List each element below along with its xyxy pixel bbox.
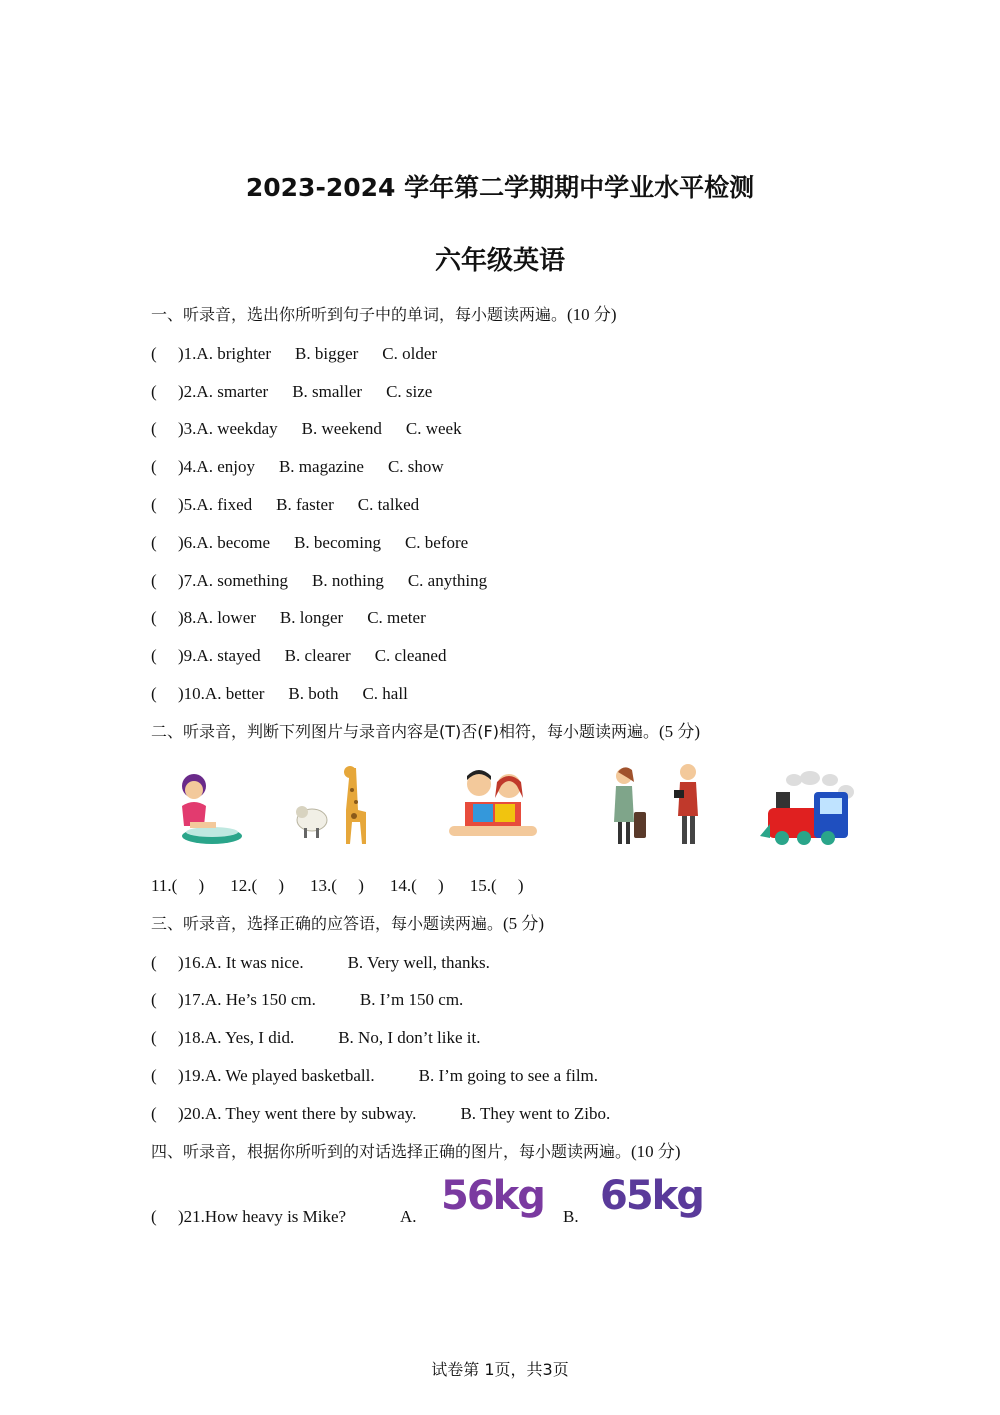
answer-paren[interactable]: ( <box>151 1066 157 1085</box>
section1-item <box>151 418 462 440</box>
answer-paren[interactable]: ( <box>151 1104 157 1123</box>
answer-paren[interactable]: ( <box>151 990 157 1009</box>
section2-heading: 二、听录音，判断下列图片与录音内容是(T)否(F)相符，每小题读两遍。(5 分) <box>151 722 701 741</box>
answer-paren[interactable]: ( <box>151 457 157 476</box>
question-number: )7. <box>178 571 197 590</box>
option-a: A. weekday <box>196 419 278 438</box>
option-b: B. nothing <box>312 571 384 590</box>
question-number: )21. <box>178 1207 205 1226</box>
answer-paren[interactable]: ( <box>151 646 157 665</box>
option-b: B. Very well, thanks. <box>347 953 490 972</box>
option-c: C. cleaned <box>374 646 447 665</box>
option-c: C. week <box>405 419 462 438</box>
option-c: C. size <box>386 382 433 401</box>
option-b: B. both <box>288 684 339 703</box>
question-number: )5. <box>178 495 197 514</box>
question-number: )19. <box>178 1066 205 1085</box>
option-a: A. something <box>196 571 289 590</box>
answer-blank[interactable]: 11.( ) <box>151 876 205 895</box>
section3-item <box>151 1065 598 1087</box>
section3-item <box>151 1103 610 1125</box>
toy-train-picture <box>758 770 858 850</box>
question-number: )20. <box>178 1104 205 1123</box>
option-a: A. smarter <box>196 382 269 401</box>
option-c: C. older <box>382 344 438 363</box>
option-a: A. They went there by subway. <box>204 1104 417 1123</box>
section1-item <box>151 381 432 403</box>
option-a: A. Yes, I did. <box>204 1028 295 1047</box>
question-number: )18. <box>178 1028 205 1047</box>
answer-paren[interactable]: ( <box>151 684 157 703</box>
option-a: A. We played basketball. <box>204 1066 375 1085</box>
section1-item <box>151 570 487 592</box>
girl-washing-picture <box>170 770 250 850</box>
answer-paren[interactable]: ( <box>151 382 157 401</box>
answer-blank[interactable]: 12.( ) <box>230 876 285 895</box>
answer-paren[interactable]: ( <box>151 533 157 552</box>
option-b: B. They went to Zibo. <box>460 1104 611 1123</box>
option-b-label: B. <box>563 1207 579 1226</box>
question-text: How heavy is Mike? <box>204 1207 347 1226</box>
answer-blank[interactable]: 15.( ) <box>469 876 524 895</box>
question-number: )9. <box>178 646 197 665</box>
section1-item <box>151 532 468 554</box>
option-b: B. longer <box>279 608 344 627</box>
question-number: )4. <box>178 457 197 476</box>
option-a: A. become <box>196 533 271 552</box>
question-number: )1. <box>178 344 197 363</box>
option-a-weight-image: 56kg <box>441 1173 544 1219</box>
option-b: B. weekend <box>301 419 382 438</box>
answer-paren[interactable]: ( <box>151 1207 157 1226</box>
answer-paren[interactable]: ( <box>151 571 157 590</box>
travellers-picture <box>604 762 704 850</box>
option-a: A. better <box>204 684 265 703</box>
question-number: )17. <box>178 990 205 1009</box>
section1-item <box>151 456 444 478</box>
option-a-label: A. <box>400 1207 417 1226</box>
section1-item <box>151 683 408 705</box>
option-b: B. I’m 150 cm. <box>359 990 464 1009</box>
section1-heading: 一、听录音，选出你所听到句子中的单词，每小题读两遍。(10 分) <box>151 305 617 324</box>
answer-paren[interactable]: ( <box>151 953 157 972</box>
option-c: C. meter <box>367 608 426 627</box>
answer-blank[interactable]: 13.( ) <box>310 876 364 895</box>
answer-paren[interactable]: ( <box>151 495 157 514</box>
option-a: A. stayed <box>196 646 261 665</box>
sheep-giraffe-picture <box>292 760 387 850</box>
option-a: A. He’s 150 cm. <box>204 990 316 1009</box>
question-number: )6. <box>178 533 197 552</box>
section2-answer-blanks <box>151 875 550 897</box>
section3-item <box>151 952 490 974</box>
exam-subtitle: 六年级英语 <box>434 246 565 276</box>
option-c: C. show <box>387 457 444 476</box>
answer-paren[interactable]: ( <box>151 419 157 438</box>
answer-paren[interactable]: ( <box>151 1028 157 1047</box>
option-b: B. becoming <box>294 533 381 552</box>
question-21 <box>151 1206 346 1228</box>
option-a: A. It was nice. <box>204 953 304 972</box>
option-b: B. smaller <box>292 382 363 401</box>
kids-reading-picture <box>443 768 543 848</box>
option-a: A. enjoy <box>196 457 255 476</box>
option-b: B. clearer <box>284 646 351 665</box>
option-c: C. before <box>404 533 469 552</box>
question-number: )8. <box>178 608 197 627</box>
option-b: B. faster <box>276 495 334 514</box>
answer-paren[interactable]: ( <box>151 608 157 627</box>
section3-item <box>151 989 463 1011</box>
option-a: A. brighter <box>196 344 272 363</box>
section1-item <box>151 645 446 667</box>
section1-item <box>151 607 426 629</box>
option-a: A. fixed <box>196 495 253 514</box>
option-c: C. talked <box>357 495 420 514</box>
option-b: B. I’m going to see a film. <box>418 1066 599 1085</box>
option-b: B. magazine <box>278 457 364 476</box>
answer-blank[interactable]: 14.( ) <box>389 876 444 895</box>
option-b-weight-image: 65kg <box>600 1173 703 1219</box>
question-number: )16. <box>178 953 205 972</box>
section3-item <box>151 1027 481 1049</box>
option-b: B. bigger <box>295 344 359 363</box>
exam-title: 2023-2024 学年第二学期期中学业水平检测 <box>245 173 755 202</box>
option-a: A. lower <box>196 608 256 627</box>
section1-item <box>151 494 419 516</box>
question-number: )2. <box>178 382 197 401</box>
option-c: C. hall <box>362 684 408 703</box>
section4-heading: 四、听录音，根据你所听到的对话选择正确的图片，每小题读两遍。(10 分) <box>151 1142 681 1161</box>
option-b: B. No, I don’t like it. <box>338 1028 481 1047</box>
question-number: )10. <box>178 684 205 703</box>
option-c: C. anything <box>407 571 488 590</box>
section3-heading: 三、听录音，选择正确的应答语，每小题读两遍。(5 分) <box>151 914 545 933</box>
page-footer: 试卷第 1页，共3页 <box>431 1360 569 1379</box>
question-number: )3. <box>178 419 197 438</box>
section1-item <box>151 343 437 365</box>
answer-paren[interactable]: ( <box>151 344 157 363</box>
